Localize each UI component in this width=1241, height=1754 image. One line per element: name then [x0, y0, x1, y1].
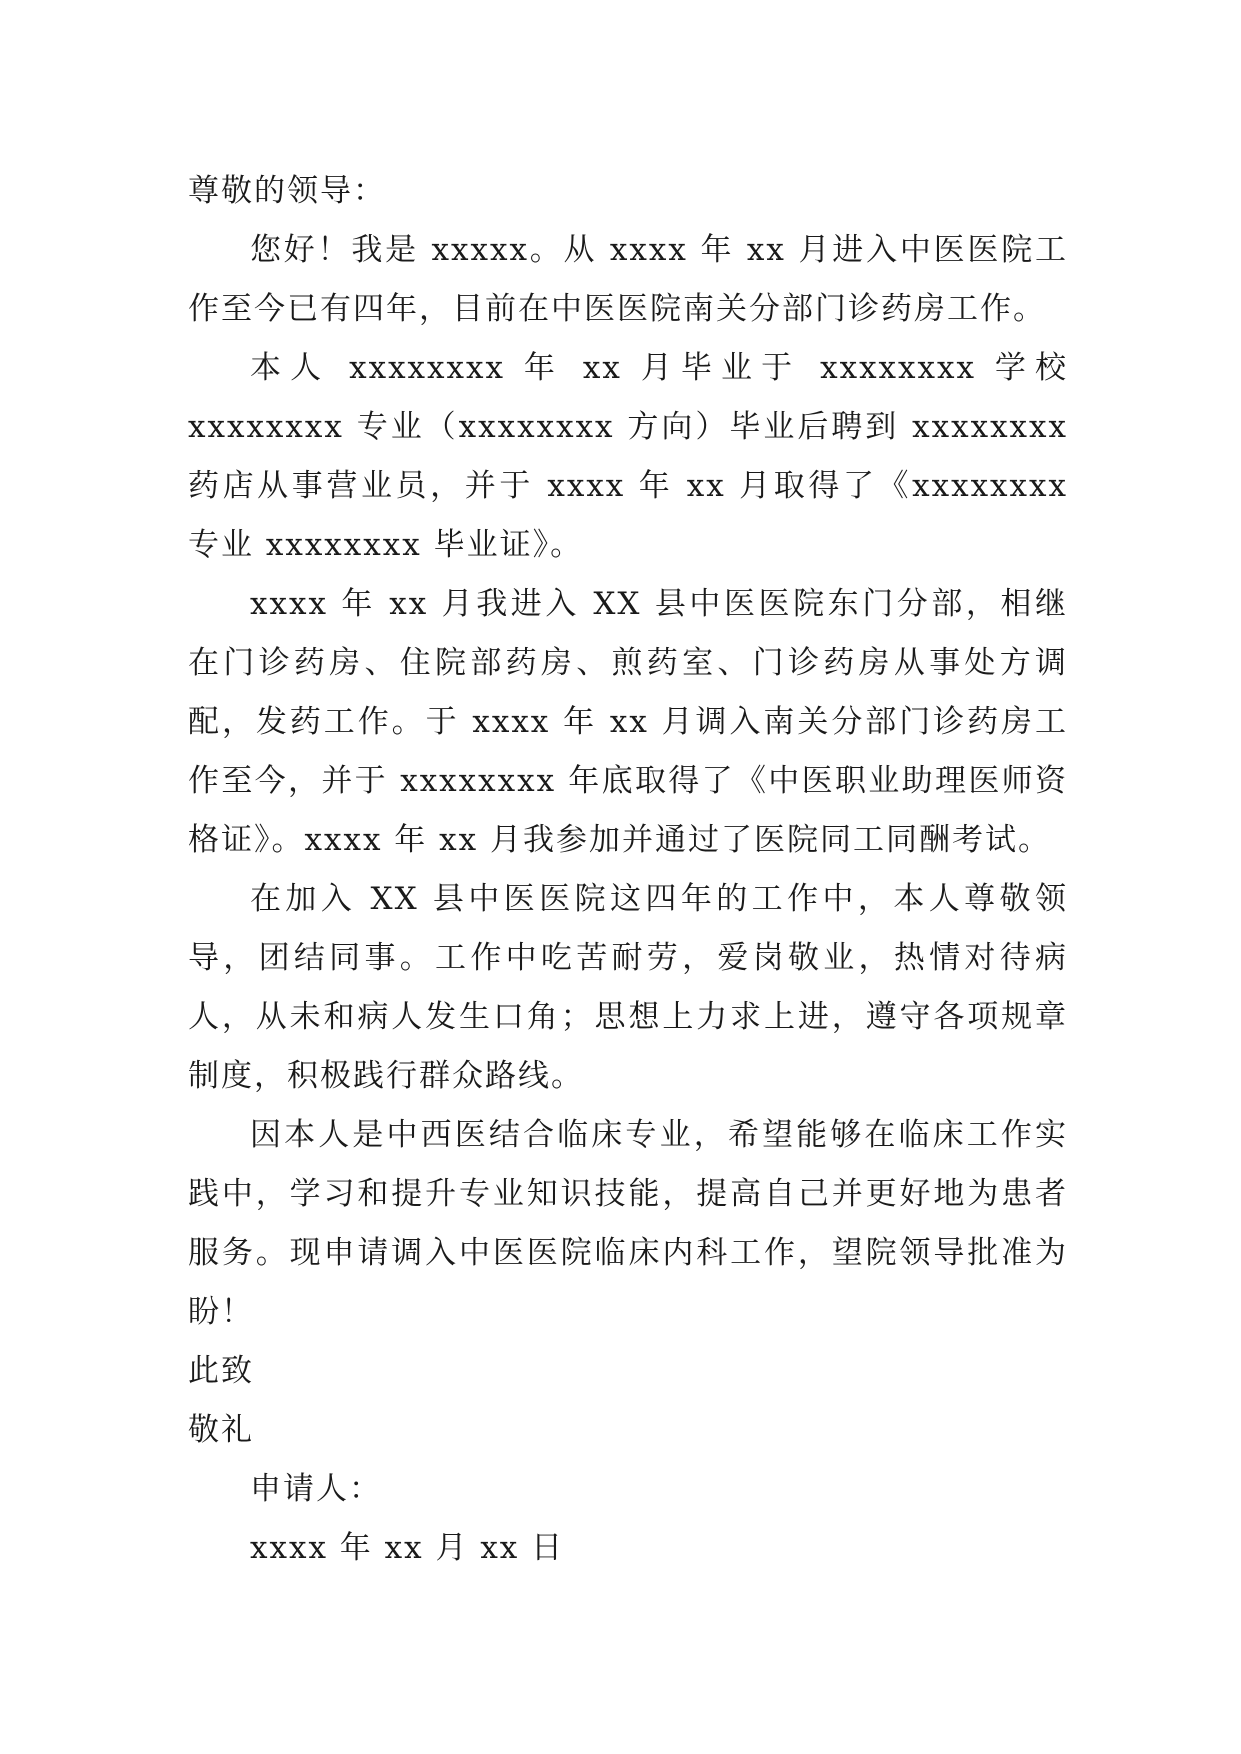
applicant-label: 申请人：	[250, 1471, 382, 1507]
paragraph-performance: 在加入 XX 县中医医院这四年的工作中，本人尊敬领导，团结同事。工作中吃苦耐劳，爱岗敬业，热情对待病人，从未和病人发生口角；思想上力求上进，遵守各项规章制度，积极践行群众路线。	[188, 881, 1068, 1094]
closing-cizhi: 此致	[188, 1353, 254, 1389]
paragraph-education: 本人 xxxxxxxx 年 xx 月毕业于 xxxxxxxx 学校 xxxxxxxx 专业（xxxxxxxx 方向）毕业后聘到 xxxxxxxx 药店从事营业员，并于 xxxx 年 xx 月取得了《xxxxxxxx 专业 xxxxxxxx 毕业证》。	[188, 350, 1068, 563]
closing-jingli: 敬礼	[188, 1412, 254, 1448]
paragraph-work-history: xxxx 年 xx 月我进入 XX 县中医医院东门分部，相继在门诊药房、住院部药房、煎药室、门诊药房从事处方调配，发药工作。于 xxxx 年 xx 月调入南关分部门诊药房工作至今，并于 xxxxxxxx 年底取得了《中医职业助理医师资格证》。xxxx 年 xx 月我参加并通过了医院同工同酬考试。	[188, 586, 1068, 858]
letter-salutation: 尊敬的领导：	[188, 173, 386, 209]
application-letter	[188, 162, 1068, 1578]
paragraph-greeting: 您好！我是 xxxxx。从 xxxx 年 xx 月进入中医医院工作至今已有四年，目前在中医医院南关分部门诊药房工作。	[188, 232, 1068, 327]
paragraph-request: 因本人是中西医结合临床专业，希望能够在临床工作实践中，学习和提升专业知识技能，提高自己并更好地为患者服务。现申请调入中医医院临床内科工作，望院领导批准为盼！	[188, 1117, 1068, 1330]
letter-date: xxxx 年 xx 月 xx 日	[250, 1530, 565, 1566]
